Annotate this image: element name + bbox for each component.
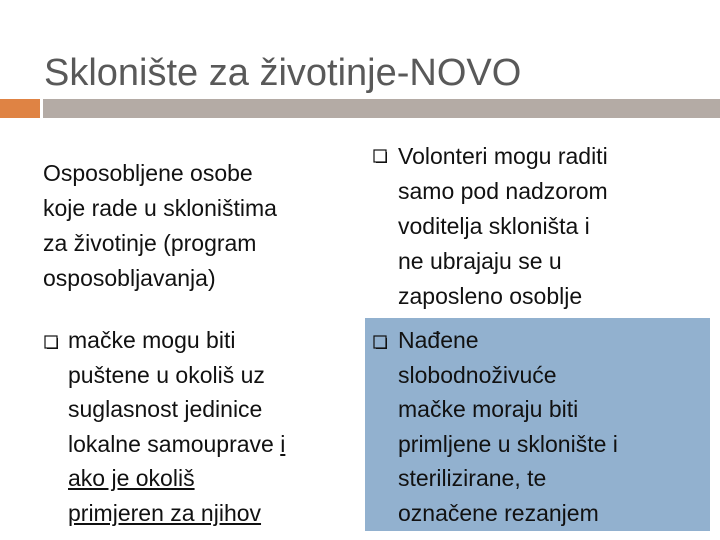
right-bullet-1-text (398, 139, 698, 314)
right-bullet-line: slobodnoživuće (398, 361, 557, 388)
square-bullet-icon (44, 335, 58, 353)
left-intro-line: koje rade u skloništima (43, 195, 277, 221)
title-accent-bar (0, 99, 40, 118)
right-bullet-line: označene rezanjem (398, 499, 599, 526)
title-divider-bar (43, 99, 720, 118)
left-intro-text (43, 156, 353, 296)
right-bullet-line: voditelja skloništa i (398, 213, 590, 239)
left-bullet-line: mačke mogu biti (68, 327, 236, 353)
right-bullet-line: samo pod nadzorom (398, 178, 608, 204)
right-bullet-line: Nađene (398, 327, 479, 353)
left-bullet-text (68, 323, 368, 530)
right-bullet-line: zaposleno osoblje (398, 283, 583, 309)
left-bullet-line: puštene u okoliš uz (68, 361, 265, 388)
right-bullet-line: sterilizirane, te (398, 465, 547, 491)
right-bullet-line: primljene u sklonište i (398, 430, 618, 457)
right-bullet-line: Volonteri mogu raditi (398, 143, 608, 169)
left-bullet-line: ako je okoliš (68, 465, 195, 491)
left-intro-line: Osposobljene osobe (43, 160, 253, 186)
slide-title: Sklonište za životinje-NOVO (44, 52, 522, 94)
left-bullet-line (68, 427, 368, 462)
right-bullet-line: ne ubrajaju se u (398, 248, 562, 274)
left-intro-line: osposobljavanja) (43, 265, 216, 291)
left-bullet-line: suglasnost jedinice (68, 396, 263, 422)
right-bullet-2-text (398, 323, 698, 530)
left-bullet-fragment: lokalne samouprave (68, 430, 281, 457)
right-bullet-line: mačke moraju biti (398, 396, 579, 422)
square-bullet-icon (373, 335, 387, 353)
square-bullet-icon (373, 149, 387, 167)
left-bullet-line: primjeren za njihov (68, 499, 262, 526)
underlined-fragment: i (280, 430, 286, 457)
left-intro-line: za životinje (program (43, 230, 257, 256)
